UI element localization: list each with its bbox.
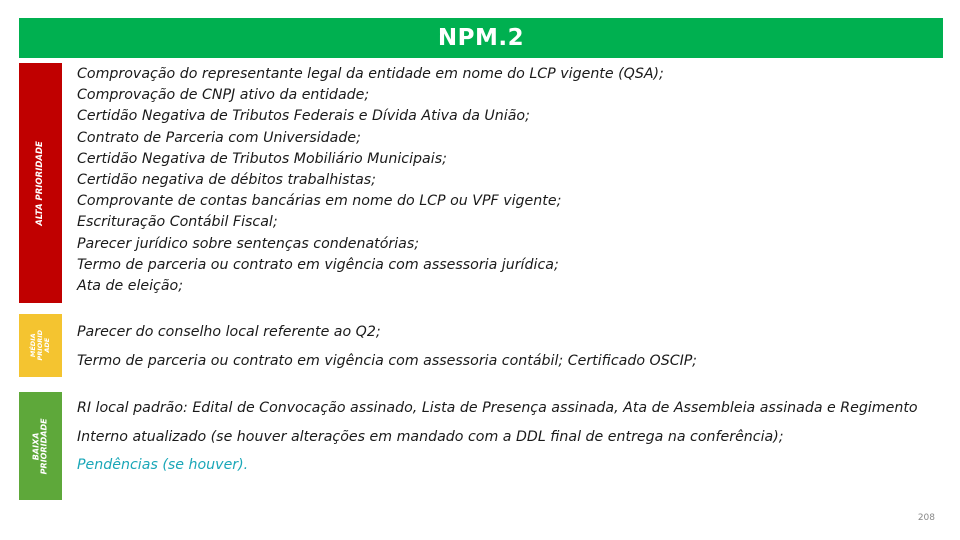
list-item: Certidão negativa de débitos trabalhistas; — [77, 172, 376, 189]
list-item: Comprovação do representante legal da entidade em nome do LCP vigente (QSA); — [77, 66, 664, 82]
low-priority-band — [19, 392, 62, 500]
list-item: Contrato de Parceria com Universidade; — [77, 129, 361, 146]
low-priority-label: BAIXA PRIORIDADE — [31, 418, 49, 474]
list-item: Comprovação de CNPJ ativo da entidade; — [77, 87, 370, 104]
high-priority-band — [19, 63, 62, 303]
list-item: Termo de parceria ou contrato em vigência com assessoria jurídica; — [77, 256, 559, 273]
medium-priority-list — [77, 322, 697, 371]
medium-priority-label: MÉDIA PRIORID ADE — [29, 330, 51, 361]
low-priority-list — [77, 394, 937, 480]
list-item: Certidão Negativa de Tributos Federais e Dívida Ativa da União; — [77, 108, 530, 125]
medium-priority-band — [19, 314, 62, 377]
list-item: Escrituração Contábil Fiscal; — [77, 214, 278, 231]
page-number: 208 — [917, 513, 935, 523]
pending-item: Pendências (se houver). — [77, 457, 249, 473]
list-item: Parecer do conselho local referente ao Q2; — [77, 324, 381, 340]
list-item: Parecer jurídico sobre sentenças condenatórias; — [77, 235, 420, 252]
high-priority-list — [77, 64, 664, 297]
list-item: Ata de eleição; — [77, 278, 184, 295]
high-priority-label: ALTA PRIORIDADE — [35, 140, 46, 226]
list-item: Termo de parceria ou contrato em vigência com assessoria contábil; Certificado OSCIP; — [77, 353, 697, 369]
list-item: Certidão Negativa de Tributos Mobiliário Municipais; — [77, 150, 447, 167]
list-item: Comprovante de contas bancárias em nome do LCP ou VPF vigente; — [77, 193, 562, 210]
slide-title: NPM.2 — [19, 18, 943, 58]
list-item: RI local padrão: Edital de Convocação assinado, Lista de Presença assinada, Ata de Assembleia assinada e Regimento Interno atualizado (se houver alterações em mandado com a DDL final de entrega na conferência); — [77, 400, 918, 445]
